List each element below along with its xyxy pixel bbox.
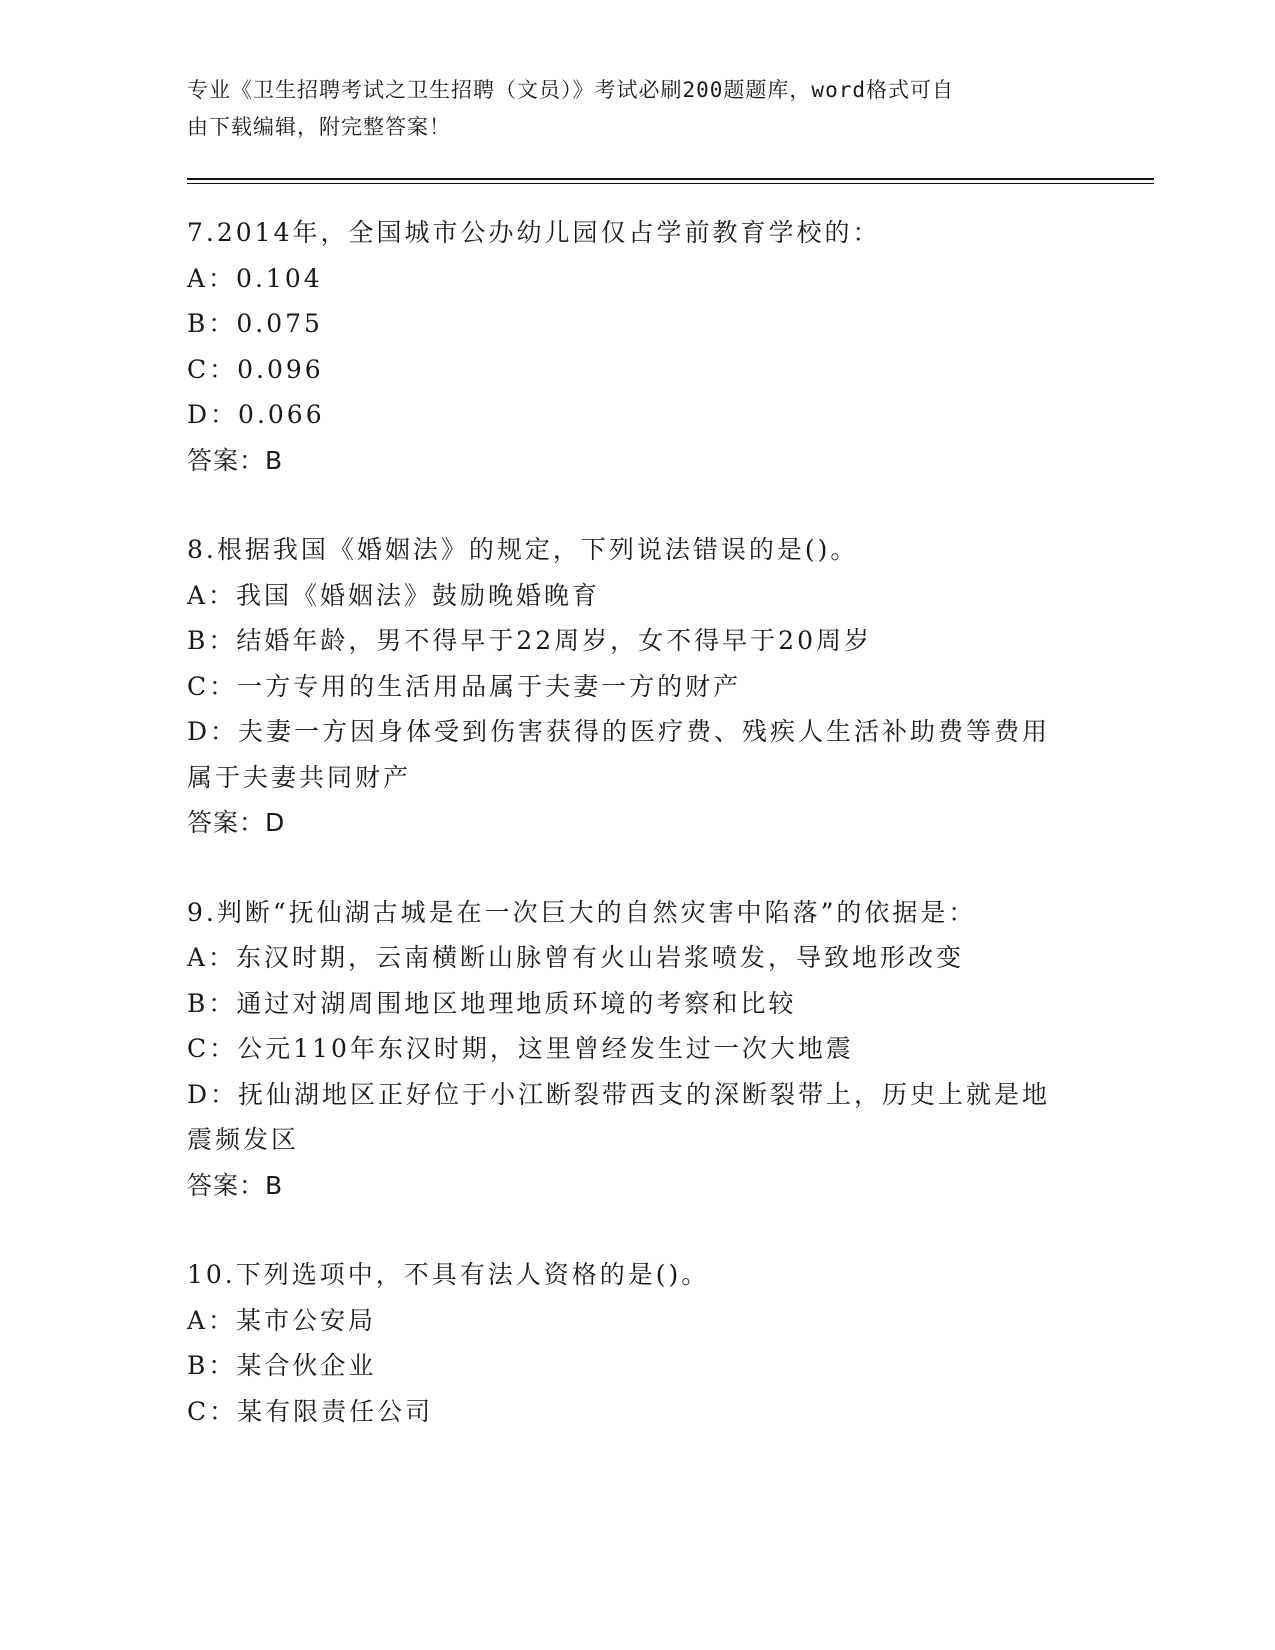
- answer-option: B：结婚年龄，男不得早于22周岁，女不得早于20周岁: [187, 626, 872, 655]
- answer-option: A：我国《婚姻法》鼓励晚婚晚育: [187, 580, 601, 610]
- answer-option: A：东汉时期，云南横断山脉曾有火山岩浆喷发，导致地形改变: [187, 943, 965, 972]
- question-stem: 10.下列选项中，不具有法人资格的是()。: [187, 1260, 710, 1289]
- header-rule-thick: [187, 178, 1154, 180]
- answer-option: B：0.075: [187, 309, 323, 338]
- question-stem: 9.判断“抚仙湖古城是在一次巨大的自然灾害中陷落”的依据是：: [187, 897, 977, 927]
- answer-option: D：0.066: [187, 400, 325, 429]
- answer-option: A：0.104: [187, 263, 323, 293]
- answer-option: C：公元110年东汉时期，这里曾经发生过一次大地震: [187, 1034, 854, 1063]
- header-line-2: 由下载编辑，附完整答案！: [187, 115, 451, 139]
- answer-option: C：一方专用的生活用品属于夫妻一方的财产: [187, 671, 742, 701]
- question-block: [187, 527, 1087, 846]
- answer-option: A：某市公安局: [187, 1305, 377, 1335]
- answer-option: D：夫妻一方因身体受到伤害获得的医疗费、残疾人生活补助费等费用: [187, 717, 1051, 746]
- answer-key: 答案：D: [187, 808, 286, 837]
- answer-option: B：通过对湖周围地区地理地质环境的考察和比较: [187, 988, 797, 1018]
- question-block: [187, 890, 1087, 1209]
- header-rule-thin: [187, 183, 1154, 184]
- document-header: [187, 72, 1067, 146]
- answer-option: C：某有限责任公司: [187, 1396, 434, 1426]
- answer-option: 属于夫妻共同财产: [187, 762, 412, 792]
- answer-key: 答案：B: [187, 1170, 284, 1200]
- answer-key: 答案：B: [187, 445, 284, 475]
- header-line-1: 专业《卫生招聘考试之卫生招聘（文员）》考试必刷200题题库，word格式可自: [187, 78, 954, 102]
- question-stem: 7.2014年，全国城市公办幼儿园仅占学前教育学校的：: [187, 218, 881, 247]
- question-block: [187, 1252, 1087, 1434]
- question-stem: 8.根据我国《婚姻法》的规定，下列说法错误的是()。: [187, 535, 859, 564]
- answer-option: D：抚仙湖地区正好位于小江断裂带西支的深断裂带上，历史上就是地: [187, 1079, 1051, 1109]
- question-block: [187, 210, 1087, 483]
- answer-option: B：某合伙企业: [187, 1351, 377, 1380]
- question-list: [187, 210, 1087, 1478]
- answer-option: 震频发区: [187, 1125, 300, 1154]
- answer-option: C：0.096: [187, 354, 324, 384]
